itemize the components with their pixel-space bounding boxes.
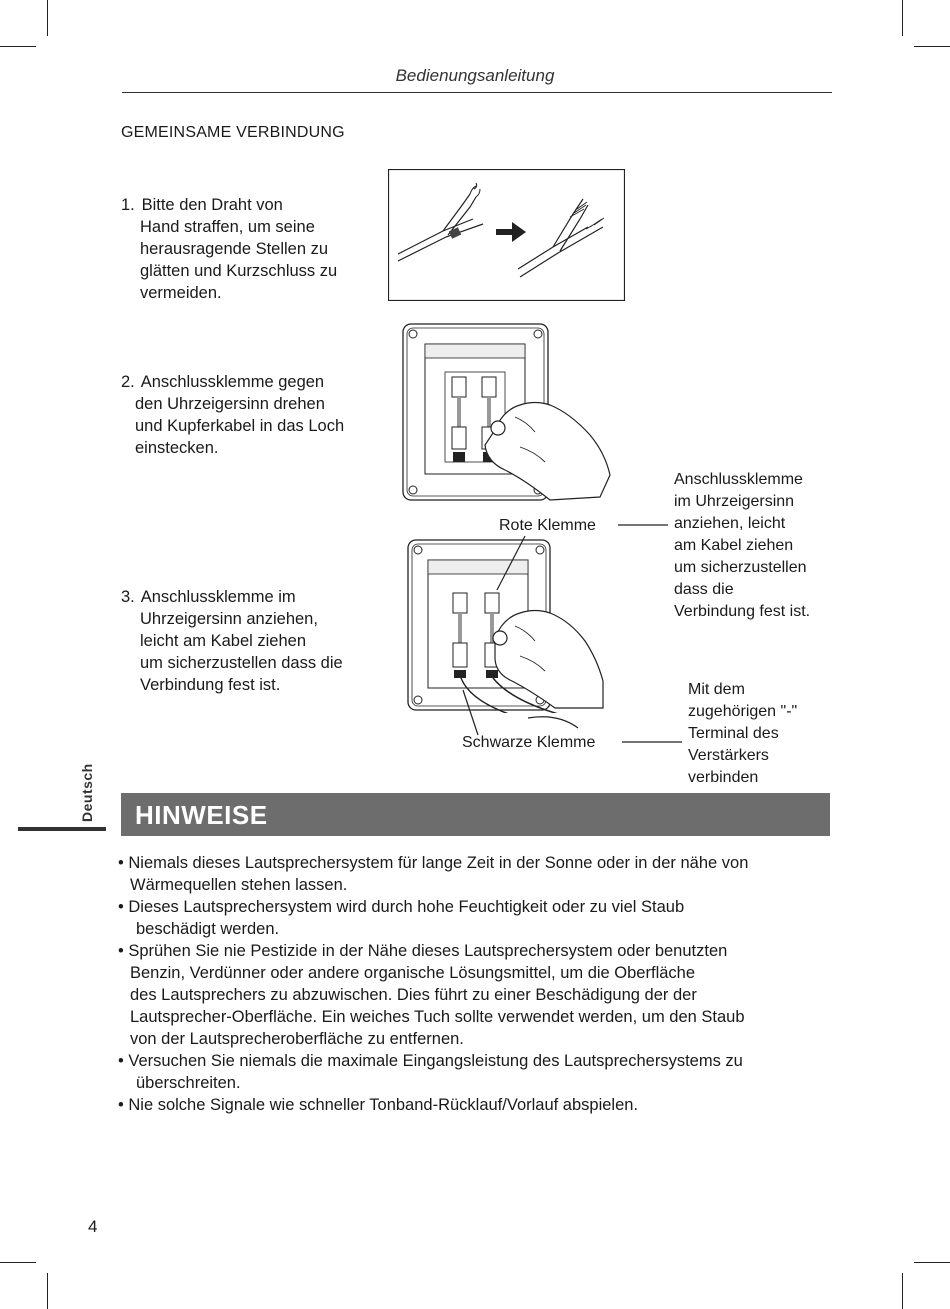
- note-line: • Versuchen Sie niemals die maximale Eingangsleistung des Lautsprechersystems zu: [118, 1052, 743, 1070]
- note-line: beschädigt werden.: [136, 920, 280, 938]
- step-line: Verbindung fest ist.: [140, 676, 281, 694]
- note-line: Benzin, Verdünner oder andere organische Lösungsmittel, um die Oberfläche: [130, 964, 696, 982]
- note-line: des Lautsprechers zu abzuwischen. Dies führt zu einer Beschädigung der der: [130, 986, 697, 1004]
- tighten-note: [674, 469, 810, 623]
- tighten-note-line: Verbindung fest ist.: [674, 603, 811, 620]
- tighten-note-line: dass die: [674, 581, 734, 598]
- step-line: Bitte den Draht von: [141, 196, 283, 214]
- note-line: • Nie solche Signale wie schneller Tonband-Rücklauf/Vorlauf abspielen.: [118, 1096, 639, 1114]
- page-header-title: Bedienungsanleitung: [395, 66, 555, 85]
- step-line: glätten und Kurzschluss zu: [140, 262, 338, 280]
- step-line: Uhrzeigersinn anziehen,: [140, 610, 318, 628]
- language-tab-bar: [18, 827, 106, 831]
- black-terminal-label: Schwarze Klemme: [462, 734, 596, 751]
- note-line: • Niemals dieses Lautsprechersystem für lange Zeit in der Sonne oder in der nähe von: [118, 854, 749, 872]
- note-line: • Sprühen Sie nie Pestizide in der Nähe dieses Lautsprechersystem oder benutzten: [118, 942, 728, 960]
- step-line: Anschlussklemme im: [140, 588, 296, 606]
- step-line: Hand straffen, um seine: [140, 218, 315, 236]
- step-line: Anschlussklemme gegen: [140, 373, 325, 391]
- note-line: Wärmequellen stehen lassen.: [130, 876, 348, 894]
- page-number: 4: [88, 1217, 98, 1236]
- note-item: [118, 1050, 838, 1094]
- note-item: [118, 852, 838, 896]
- note-item: [118, 940, 838, 1050]
- connect-note-line: verbinden: [688, 769, 759, 786]
- note-line: von der Lautsprecheroberfläche zu entfernen.: [130, 1030, 464, 1048]
- tighten-note-line: anziehen, leicht: [674, 515, 786, 532]
- connect-note-line: Verstärkers: [688, 747, 769, 764]
- language-tab: Deutsch: [79, 763, 95, 822]
- note-line: überschreiten.: [136, 1074, 241, 1092]
- step-number: 1.: [121, 196, 135, 214]
- step-line: vermeiden.: [140, 284, 222, 302]
- step-number: 2.: [121, 373, 135, 391]
- step-number: 3.: [121, 588, 135, 606]
- step-line: den Uhrzeigersinn drehen: [135, 395, 325, 413]
- notes-title: HINWEISE: [135, 800, 268, 830]
- tighten-note-line: im Uhrzeigersinn: [674, 493, 795, 510]
- note-item: [118, 896, 838, 940]
- tighten-note-line: Anschlussklemme: [674, 471, 803, 488]
- note-line: Lautsprecher-Oberfläche. Ein weiches Tuch sollte verwendet werden, um den Staub: [130, 1008, 745, 1026]
- notes-list: [118, 852, 838, 1116]
- step-line: herausragende Stellen zu: [140, 240, 329, 258]
- connect-note-line: Terminal des: [688, 725, 779, 742]
- connect-note: [688, 679, 797, 789]
- connect-note-line: Mit dem: [688, 681, 745, 698]
- section-title: GEMEINSAME VERBINDUNG: [121, 124, 345, 141]
- note-line: • Dieses Lautsprechersystem wird durch hohe Feuchtigkeit oder zu viel Staub: [118, 898, 685, 916]
- tighten-note-line: am Kabel ziehen: [674, 537, 794, 554]
- notes-banner: [121, 793, 830, 836]
- step-line: einstecken.: [135, 439, 219, 457]
- step-line: leicht am Kabel ziehen: [140, 632, 307, 650]
- connect-note-line: zugehörigen "-": [688, 703, 798, 720]
- step-line: und Kupferkabel in das Loch: [135, 417, 345, 435]
- note-item: [118, 1094, 838, 1116]
- red-terminal-label: Rote Klemme: [499, 517, 596, 534]
- tighten-note-line: um sicherzustellen: [674, 559, 807, 576]
- step-line: um sicherzustellen dass die: [140, 654, 343, 672]
